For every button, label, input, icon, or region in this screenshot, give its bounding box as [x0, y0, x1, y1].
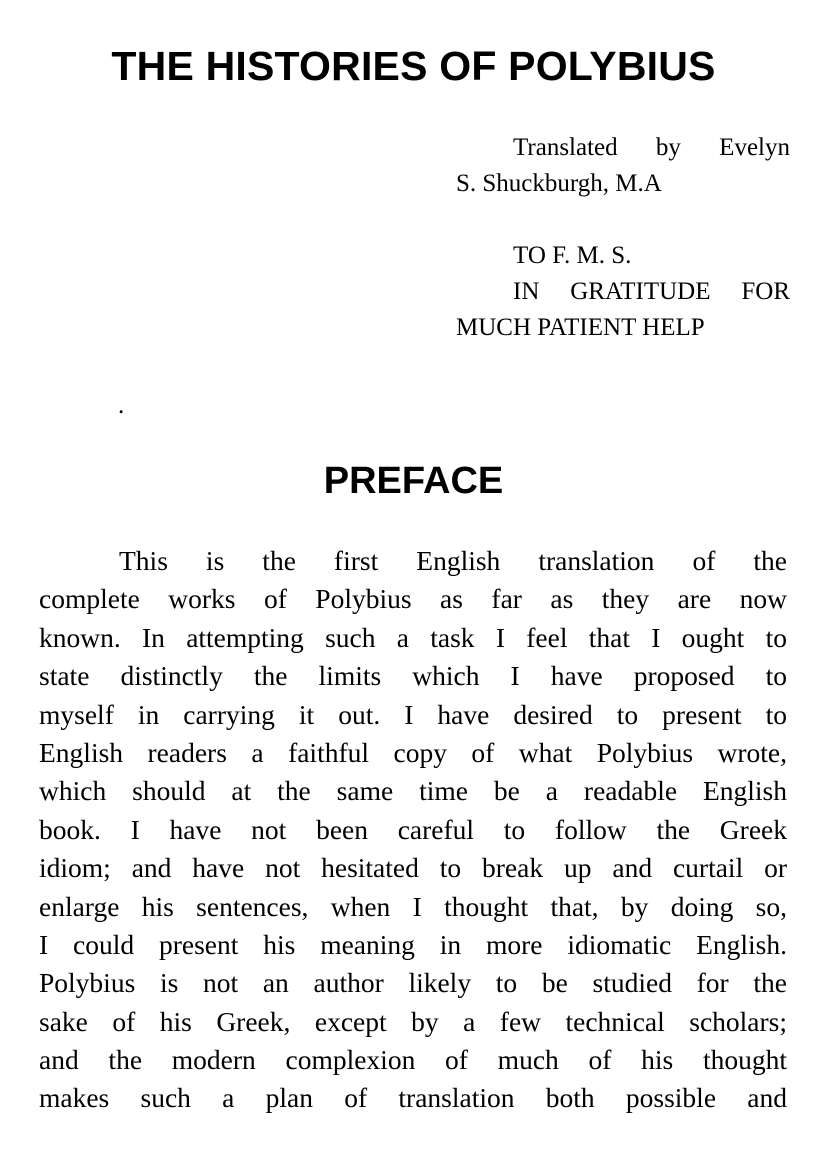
separator-dot: . [118, 392, 125, 419]
translator-line-2: S. Shuckburgh, M.A [456, 170, 662, 197]
preface-line: and the modern complexion of much of his thought [39, 1044, 787, 1076]
dedication-line-1: TO F. M. S. [513, 242, 632, 269]
translator-line-1: Translated by Evelyn [513, 134, 790, 161]
preface-line: state distinctly the limits which I have proposed to [39, 660, 787, 692]
preface-line: complete works of Polybius as far as they are now [39, 583, 787, 615]
book-title: THE HISTORIES OF POLYBIUS [111, 43, 716, 89]
preface-line: This is the first English translation of the [119, 545, 787, 576]
preface-line: enlarge his sentences, when I thought that, by doing so, [39, 890, 787, 922]
dedication [456, 238, 790, 346]
dedication-line-2: IN GRATITUDE FOR [513, 278, 790, 305]
preface-line: Polybius is not an author likely to be studied for the [39, 967, 787, 999]
preface-line: book. I have not been careful to follow the Greek [39, 813, 787, 845]
dedication-line-3: MUCH PATIENT HELP [456, 314, 705, 341]
preface-line: idiom; and have not hesitated to break up and curtail or [39, 852, 787, 884]
preface-line: sake of his Greek, except by a few technical scholars; [39, 1005, 787, 1037]
preface-heading: PREFACE [323, 460, 504, 502]
translator-credit [456, 130, 790, 202]
preface-line: I could present his meaning in more idiomatic English. [39, 928, 787, 960]
preface-paragraph [39, 542, 787, 1118]
preface-line: which should at the same time be a readable English [39, 775, 787, 807]
preface-line: known. In attempting such a task I feel that I ought to [39, 621, 787, 653]
preface-line: myself in carrying it out. I have desired to present to [39, 698, 787, 730]
preface-line: makes such a plan of translation both possible and [39, 1082, 787, 1114]
preface-line: English readers a faithful copy of what Polybius wrote, [39, 736, 787, 768]
